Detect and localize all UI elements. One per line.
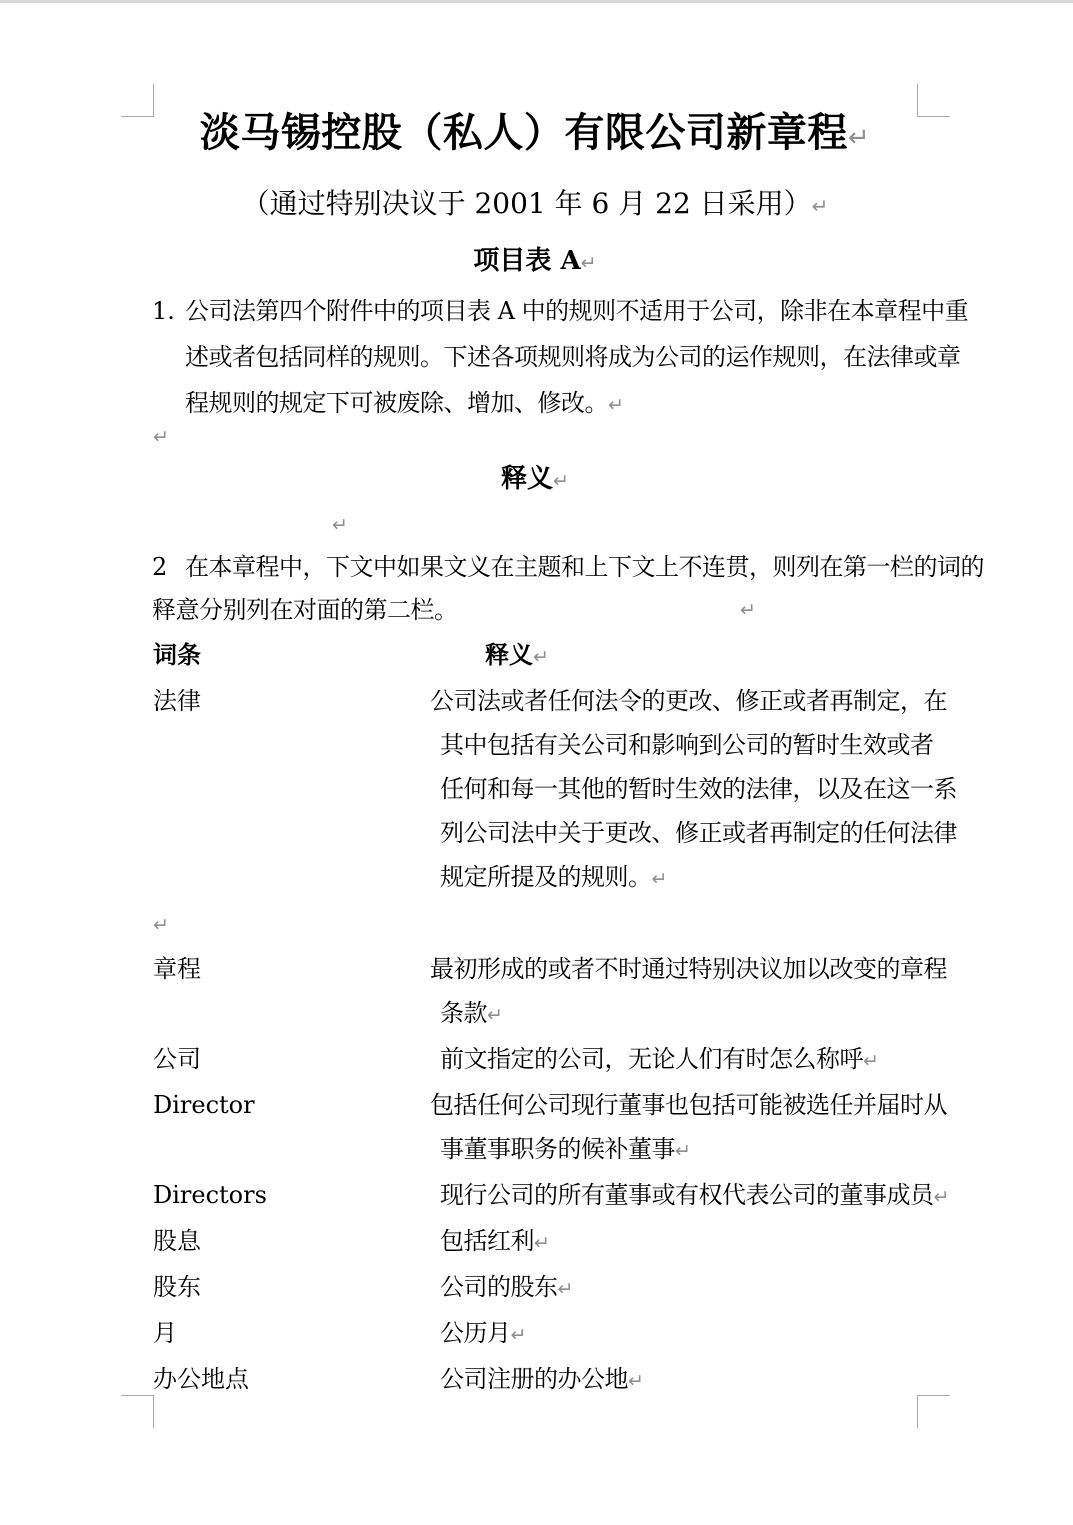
paragraph-return-icon: ↵ xyxy=(553,470,569,492)
text-boundary-mark-top-left xyxy=(121,84,154,117)
glossary-row xyxy=(153,1083,957,1173)
paragraph-1-line: 述或者包括同样的规则。下述各项规则将成为公司的运作规则，在法律或章 xyxy=(185,343,961,371)
paragraph-1-number: 1. xyxy=(152,297,175,325)
text-boundary-mark-top-right xyxy=(917,84,950,117)
paragraph-return-icon: ↵ xyxy=(675,1140,691,1162)
definition-line: 公司法或者任何法令的更改、修正或者再制定，在 xyxy=(430,687,947,715)
glossary-header-row xyxy=(153,633,957,679)
glossary-definition xyxy=(430,947,947,1037)
paragraph-return-icon: ↵ xyxy=(811,194,829,218)
paragraph-return-icon: ↵ xyxy=(580,252,597,274)
paragraph-return-icon: ↵ xyxy=(153,426,169,448)
paragraph-return-icon: ↵ xyxy=(487,1004,503,1026)
definition-line: 包括红利↵ xyxy=(440,1227,550,1255)
paragraph-1-line: 1. 公司法第四个附件中的项目表 A 中的规则不适用于公司，除非在本章程中重 xyxy=(152,288,968,334)
definition-line: 列公司法中关于更改、修正或者再制定的任何法律 xyxy=(440,819,957,847)
glossary-term: Directors xyxy=(153,1181,267,1209)
glossary-definition xyxy=(430,1037,878,1083)
glossary-definition xyxy=(430,1357,643,1403)
document-title: 淡马锡控股（私人）有限公司新章程 xyxy=(199,109,848,156)
glossary-row xyxy=(153,679,957,901)
glossary-table xyxy=(153,633,957,1403)
definition-line: 条款↵ xyxy=(440,999,503,1027)
glossary-definition xyxy=(430,1265,573,1311)
glossary-term-header: 词条 xyxy=(153,640,201,669)
paragraph-return-icon: ↵ xyxy=(608,394,624,416)
paragraph-return-icon: ↵ xyxy=(863,1050,879,1072)
glossary-definition xyxy=(430,1311,526,1357)
glossary-term: Director xyxy=(153,1091,255,1119)
paragraph-return-icon: ↵ xyxy=(740,599,756,621)
paragraph-return-icon: ↵ xyxy=(332,514,348,536)
glossary-term: 公司 xyxy=(153,1045,201,1073)
glossary-term: 章程 xyxy=(153,955,201,983)
glossary-term: 办公地点 xyxy=(153,1365,249,1393)
paragraph-return-icon: ↵ xyxy=(153,914,169,936)
glossary-term: 股东 xyxy=(153,1273,201,1301)
definition-line: 公历月↵ xyxy=(440,1319,526,1347)
document-subtitle: （通过特别决议于 2001 年 6 月 22 日采用） xyxy=(241,187,812,220)
paragraph-2-line: 释意分别列在对面的第二栏。 ↵ xyxy=(152,589,984,632)
glossary-term: 股息 xyxy=(153,1227,201,1255)
glossary-row xyxy=(153,947,957,1037)
definition-line: 公司注册的办公地↵ xyxy=(440,1365,644,1393)
glossary-row xyxy=(153,1173,957,1219)
glossary-definition xyxy=(430,1083,947,1173)
paragraph-2 xyxy=(152,546,984,632)
glossary-row xyxy=(153,1265,957,1311)
section-a-heading-line xyxy=(153,238,917,286)
definition-line: 现行公司的所有董事或有权代表公司的董事成员↵ xyxy=(440,1181,949,1209)
paragraph-return-icon: ↵ xyxy=(510,1324,526,1346)
definition-line: 公司的股东↵ xyxy=(440,1273,573,1301)
paragraph-return-icon: ↵ xyxy=(651,868,667,890)
document-title-line xyxy=(153,100,917,171)
paragraph-1-line: 程规则的规定下可被废除、增加、修改。↵ xyxy=(185,389,624,417)
paragraph-return-icon: ↵ xyxy=(933,1186,949,1208)
glossary-row xyxy=(153,1311,957,1357)
definitions-heading-line xyxy=(153,456,917,504)
definition-line: 前文指定的公司，无论人们有时怎么称呼↵ xyxy=(440,1045,879,1073)
glossary-term: 月 xyxy=(153,1319,177,1347)
definitions-heading: 释义 xyxy=(501,464,554,494)
definition-line: 最初形成的或者不时通过特别决议加以改变的章程 xyxy=(430,955,947,983)
document-subtitle-line xyxy=(153,180,917,230)
text-boundary-mark-bottom-left xyxy=(121,1395,154,1428)
paragraph-return-icon: ↵ xyxy=(533,646,549,668)
window-top-border xyxy=(0,0,1073,3)
paragraph-return-icon: ↵ xyxy=(628,1370,644,1392)
glossary-row xyxy=(153,1037,957,1083)
definition-line: 事董事职务的候补董事↵ xyxy=(440,1135,691,1163)
paragraph-2-line: 2 在本章程中，下文中如果文义在主题和上下文上不连贯，则列在第一栏的词的 xyxy=(152,546,984,589)
glossary-term: 法律 xyxy=(153,687,201,715)
definition-line: 其中包括有关公司和影响到公司的暂时生效或者 xyxy=(440,731,934,759)
paragraph-2-number: 2 xyxy=(152,553,168,581)
paragraph-1 xyxy=(152,288,968,428)
glossary-definition xyxy=(430,1219,549,1265)
glossary-definition xyxy=(430,1173,949,1219)
glossary-row xyxy=(153,1219,957,1265)
section-a-heading: 项目表 A xyxy=(473,246,581,276)
glossary-row xyxy=(153,1357,957,1403)
glossary-spacer-row xyxy=(153,901,957,947)
definition-line: 包括任何公司现行董事也包括可能被选任并届时从 xyxy=(430,1091,947,1119)
definition-line: 规定所提及的规则。↵ xyxy=(440,863,667,891)
definition-line: 任何和每一其他的暂时生效的法律，以及在这一系 xyxy=(440,775,957,803)
glossary-definition-header: 释义↵ xyxy=(485,640,549,669)
paragraph-return-icon: ↵ xyxy=(534,1232,550,1254)
paragraph-return-icon: ↵ xyxy=(557,1278,573,1300)
empty-paragraph xyxy=(153,901,430,947)
paragraph-return-icon: ↵ xyxy=(847,123,871,153)
glossary-definition xyxy=(430,679,957,901)
